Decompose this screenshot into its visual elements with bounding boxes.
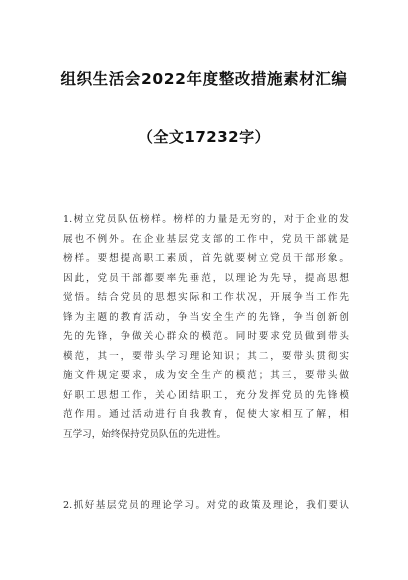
- document-title: 组织生活会2022年度整改措施素材汇编: [60, 70, 348, 88]
- paragraph-line: 锋为主题的教育活动，争当安全生产的先锋，争当创新创: [63, 311, 349, 323]
- paragraph-line: 榜样。要想提高职工素质，首先就要树立党员干部形象。: [63, 253, 349, 264]
- paragraph-line: 因此，党员干部都要率先垂范，以理论为先导，提高思想: [63, 272, 349, 284]
- document-subtitle: （全文17232字）: [137, 128, 271, 146]
- paragraph-line: 展也不例外。在企业基层党支部的工作中，党员干部就是: [63, 233, 349, 245]
- paragraph-line: 施文件规定要求，成为安全生产的模范；其三，要带头做: [63, 370, 349, 381]
- paragraph-1: [63, 210, 349, 444]
- paragraph-line: 互学习，始终保持党员队伍的先进性。: [63, 428, 227, 440]
- paragraph-line: 觉悟。结合党员的思想实际和工作状况，开展争当工作先: [63, 292, 349, 303]
- paragraph-line: 好职工思想工作，关心团结职工，充分发挥党员的先锋模: [63, 389, 349, 401]
- paragraph-line: 模范，其一，要带头学习理论知识；其二，要带头贯彻实: [63, 350, 349, 362]
- paragraph-line: 1.树立党员队伍榜样。榜样的力量是无穷的，对于企业的发: [63, 214, 349, 225]
- paragraph-line: 2.抓好基层党员的理论学习。对党的政策及理论，我们要认: [63, 500, 349, 511]
- paragraph-line: 先的先锋，争做关心群众的模范。同时要求党员做到带头: [63, 331, 349, 342]
- paragraph-line: 范作用。通过活动进行自我教育，促使大家相互了解，相: [63, 409, 349, 420]
- paragraph-2: [63, 496, 349, 516]
